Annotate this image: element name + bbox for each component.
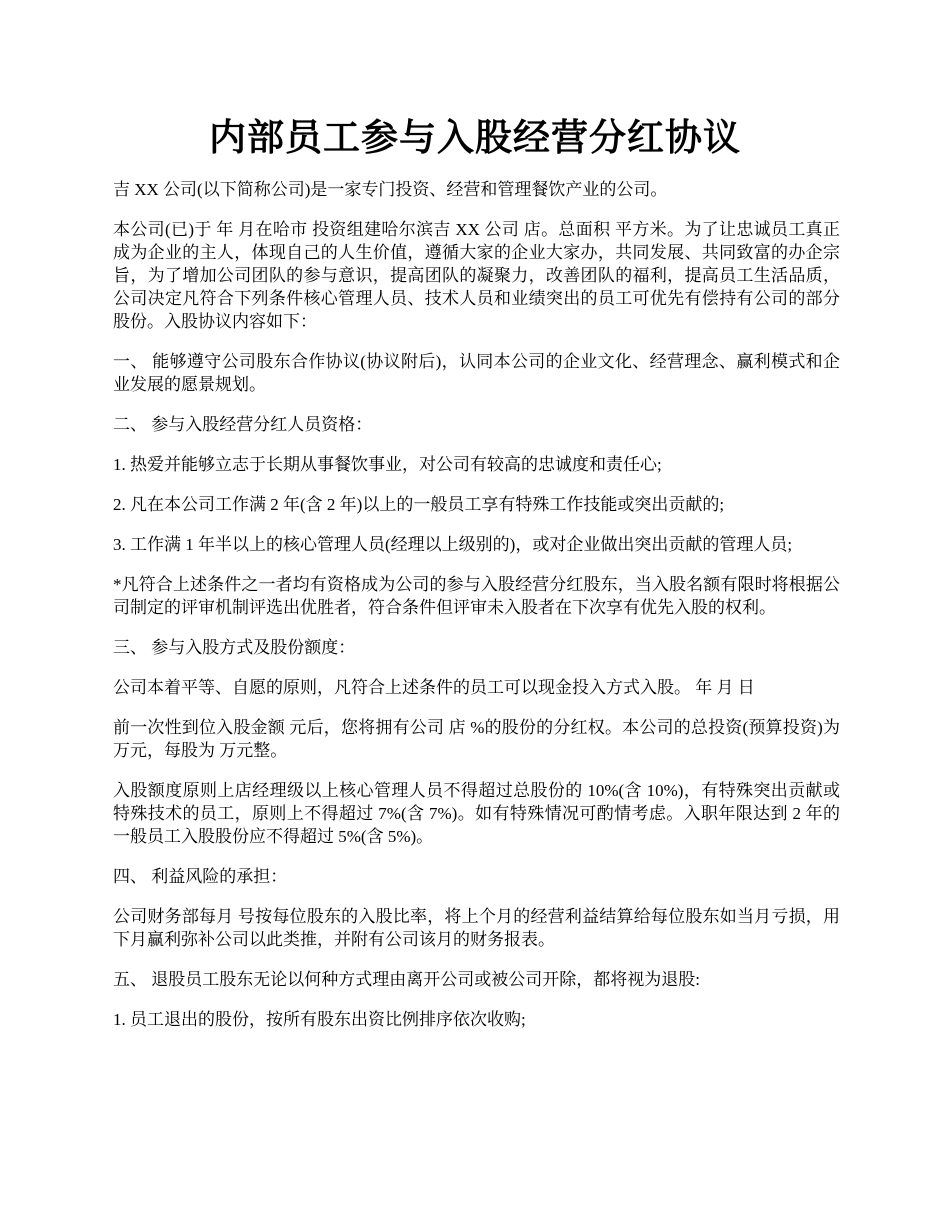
document-title: 内部员工参与入股经营分红协议 bbox=[209, 115, 741, 159]
section-4-heading: 四、 利益风险的承担： bbox=[113, 867, 288, 886]
section-3-heading: 三、 参与入股方式及股份额度： bbox=[113, 638, 356, 657]
withdrawal-item-1: 1. 员工退出的股份，按所有股东出资比例排序依次收购; bbox=[113, 1010, 526, 1029]
document-body bbox=[113, 178, 840, 1048]
qualification-note: *凡符合上述条件之一者均有资格成为公司的参与入股经营分红股东，当入股名额有限时将根据公司制定的评审机制评选出优胜者，符合条件但评审未入股者在下次享有优先入股的权利。 bbox=[113, 575, 840, 617]
paragraph-background: 本公司(已)于 年 月在哈市 投资组建哈尔滨吉 XX 公司 店。总面积 平方米。为了让忠诚员工真正成为企业的主人，体现自己的人生价值，遵循大家的企业大家办，共同发展、共同致富的办企宗旨，为了增加公司团队的参与意识，提高团队的凝聚力，改善团队的福利，提高员工生活品质，公司决定凡符合下列条件核心管理人员、技术人员和业绩突出的员工可优先有偿持有公司的部分股份。入股协议内容如下： bbox=[113, 220, 840, 331]
section-5-heading: 五、 退股员工股东无论以何种方式理由离开公司或被公司开除，都将视为退股: bbox=[113, 970, 700, 989]
section-1: 一、 能够遵守公司股东合作协议(协议附后)，认同本公司的企业文化、经营理念、赢利模式和企业发展的愿景规划。 bbox=[113, 352, 840, 394]
paragraph-intro: 吉 XX 公司(以下简称公司)是一家专门投资、经营和管理餐饮产业的公司。 bbox=[113, 180, 668, 199]
qualification-item-1: 1. 热爱并能够立志于长期从事餐饮事业，对公司有较高的忠诚度和责任心; bbox=[113, 455, 662, 474]
paragraph-investment-amount: 前一次性到位入股金额 元后，您将拥有公司 店 %的股份的分红权。本公司的总投资(预算投资)为 万元，每股为 万元整。 bbox=[113, 718, 840, 760]
qualification-item-2: 2. 凡在本公司工作满 2 年(含 2 年)以上的一般员工享有特殊工作技能或突出贡献的; bbox=[113, 495, 725, 514]
section-2-heading: 二、 参与入股经营分红人员资格： bbox=[113, 415, 373, 434]
paragraph-share-limits: 入股额度原则上店经理级以上核心管理人员不得超过总股份的 10%(含 10%)，有特殊突出贡献或特殊技术的员工，原则上不得超过 7%(含 7%)。如有特殊情况可酌情考虑。入职年限达到 2 年的一般员工入股股份应不得超过 5%(含 5%)。 bbox=[113, 781, 840, 846]
paragraph-investment-method: 公司本着平等、自愿的原则，凡符合上述条件的员工可以现金投入方式入股。 年 月 日 bbox=[113, 678, 755, 697]
qualification-item-3: 3. 工作满 1 年半以上的核心管理人员(经理以上级别的)，或对企业做出突出贡献的管理人员; bbox=[113, 535, 793, 554]
paragraph-profit-settlement: 公司财务部每月 号按每位股东的入股比率，将上个月的经营利益结算给每位股东如当月亏损，用下月赢利弥补公司以此类推，并附有公司该月的财务报表。 bbox=[113, 907, 840, 949]
